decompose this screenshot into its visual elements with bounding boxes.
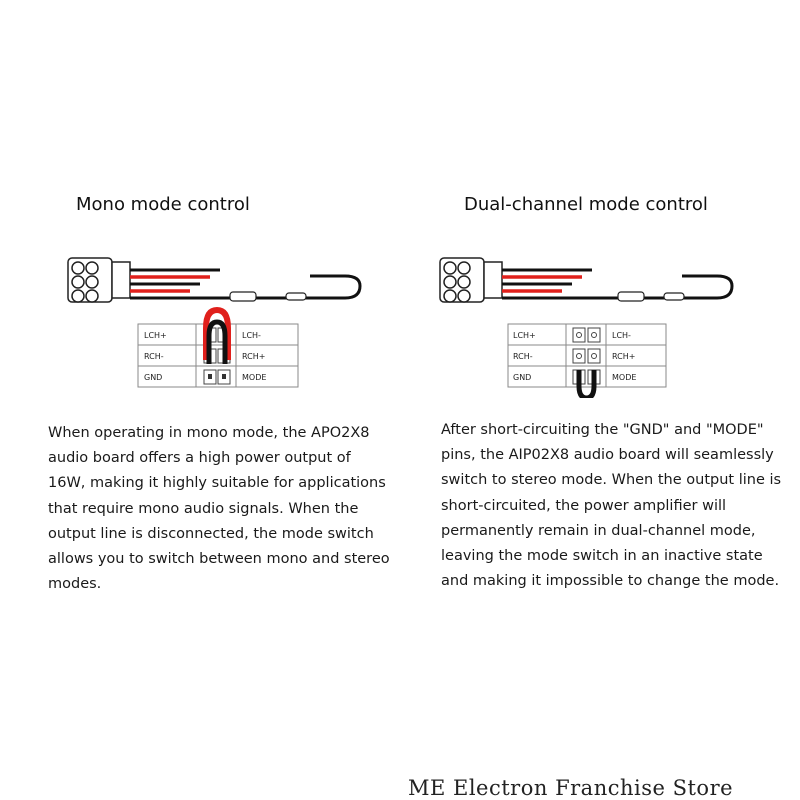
mono-mode-description — [48, 421, 390, 597]
connector-plug — [440, 258, 502, 302]
description-line: switch to stereo mode. When the output line is — [441, 472, 782, 489]
store-watermark: ME Electron Franchise Store — [408, 776, 734, 800]
dual-channel-mode-description — [441, 418, 781, 594]
description-line: short-circuited, the power amplifier will — [441, 497, 727, 514]
pin-label-lch-minus: LCH- — [242, 331, 261, 340]
mono-mode-title: Mono mode control — [76, 194, 250, 215]
pin-label-lch-minus: LCH- — [612, 331, 631, 340]
description-line: pins, the AIP02X8 audio board will seamlessly — [441, 447, 774, 464]
description-line: and making it impossible to change the mode. — [441, 573, 780, 590]
pin-label-rch-plus: RCH+ — [612, 352, 636, 361]
pin-label-mode: MODE — [612, 373, 637, 382]
pin-label-rch-plus: RCH+ — [242, 352, 266, 361]
pin-label-lch-plus: LCH+ — [144, 331, 167, 340]
description-line: 16W, making it highly suitable for applications — [48, 475, 386, 492]
dual-channel-mode-title: Dual-channel mode control — [464, 194, 708, 215]
description-line: leaving the mode switch in an inactive state — [441, 548, 763, 565]
description-line: modes. — [48, 576, 102, 593]
pin-label-gnd: GND — [144, 373, 163, 382]
pin-table — [508, 324, 666, 387]
pin-label-rch-minus: RCH- — [144, 352, 164, 361]
wire-bundle — [130, 270, 360, 301]
pin-label-gnd: GND — [513, 373, 532, 382]
pin-table — [138, 324, 298, 387]
description-line: audio board offers a high power output of — [48, 450, 351, 467]
connector-plug — [68, 258, 130, 302]
dual-channel-wiring-diagram — [432, 248, 752, 398]
description-line: When operating in mono mode, the APO2X8 — [48, 425, 370, 441]
mono-mode-wiring-diagram — [60, 248, 380, 398]
description-line: output line is disconnected, the mode switch — [48, 525, 374, 542]
description-line: permanently remain in dual-channel mode, — [441, 522, 756, 539]
pin-label-lch-plus: LCH+ — [513, 331, 536, 340]
description-line: allows you to switch between mono and stereo — [48, 551, 390, 568]
description-line: that require mono audio signals. When the — [48, 500, 359, 517]
wire-bundle — [502, 270, 732, 301]
description-line: After short-circuiting the "GND" and "MODE" — [441, 422, 764, 438]
pin-label-mode: MODE — [242, 373, 267, 382]
pin-label-rch-minus: RCH- — [513, 352, 533, 361]
